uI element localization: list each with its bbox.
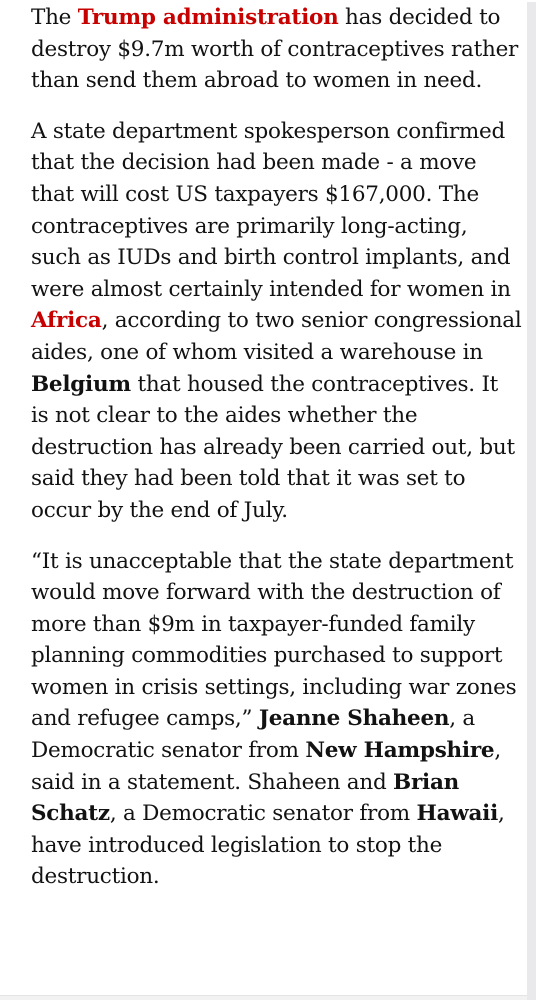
article-page: [0, 2, 536, 1000]
bold-jeanne-shaheen: Jeanne Shaheen: [258, 706, 450, 732]
scrollbar-track[interactable]: [527, 2, 536, 1000]
paragraph-text: , a Democratic senator from: [109, 801, 417, 827]
paragraph-text: “It is unacceptable that the state department would move forward with the destruction of more than $9m in taxpayer-funded family planning commodities purchased to support women in crisis settings, including war zones and refugee camps,”: [31, 548, 517, 732]
paragraph-text: , said in a statement. Shaheen and: [31, 738, 501, 795]
paragraph-text: A state department spokesperson confirmed that the decision had been made - a move that will cost US taxpayers $167,000. The contraceptives are primarily long-acting, such as IUDs and birth control implants, and were almost certainly intended for women in: [31, 118, 511, 302]
paragraph-text: , according to two senior congressional aides, one of whom visited a warehouse in: [31, 308, 522, 365]
paragraph-text: that housed the contraceptives. It is not clear to the aides whether the destruction has already been carried out, but said they had been told that it was set to occur by the end of July.: [31, 371, 515, 523]
bold-new-hampshire: New Hampshire: [305, 738, 495, 764]
paragraph-2: [31, 116, 522, 527]
paragraph-text: , have introduced legislation to stop the destruction.: [31, 801, 505, 890]
paragraph-3: [31, 546, 522, 894]
link-africa[interactable]: Africa: [31, 308, 102, 334]
bottom-divider: [0, 995, 527, 1000]
article-body: [31, 2, 522, 893]
paragraph-1: [31, 2, 522, 97]
bold-belgium: Belgium: [31, 371, 131, 397]
paragraph-text: , a Democratic senator from: [31, 706, 475, 764]
paragraph-text: has decided to destroy $9.7m worth of contraceptives rather than send them abroad to women in need.: [31, 5, 519, 94]
bold-hawaii: Hawaii: [416, 801, 499, 827]
paragraph-text: The: [31, 5, 78, 30]
link-trump-administration[interactable]: Trump administration: [77, 5, 339, 30]
bold-brian-schatz: Brian Schatz: [31, 769, 460, 827]
